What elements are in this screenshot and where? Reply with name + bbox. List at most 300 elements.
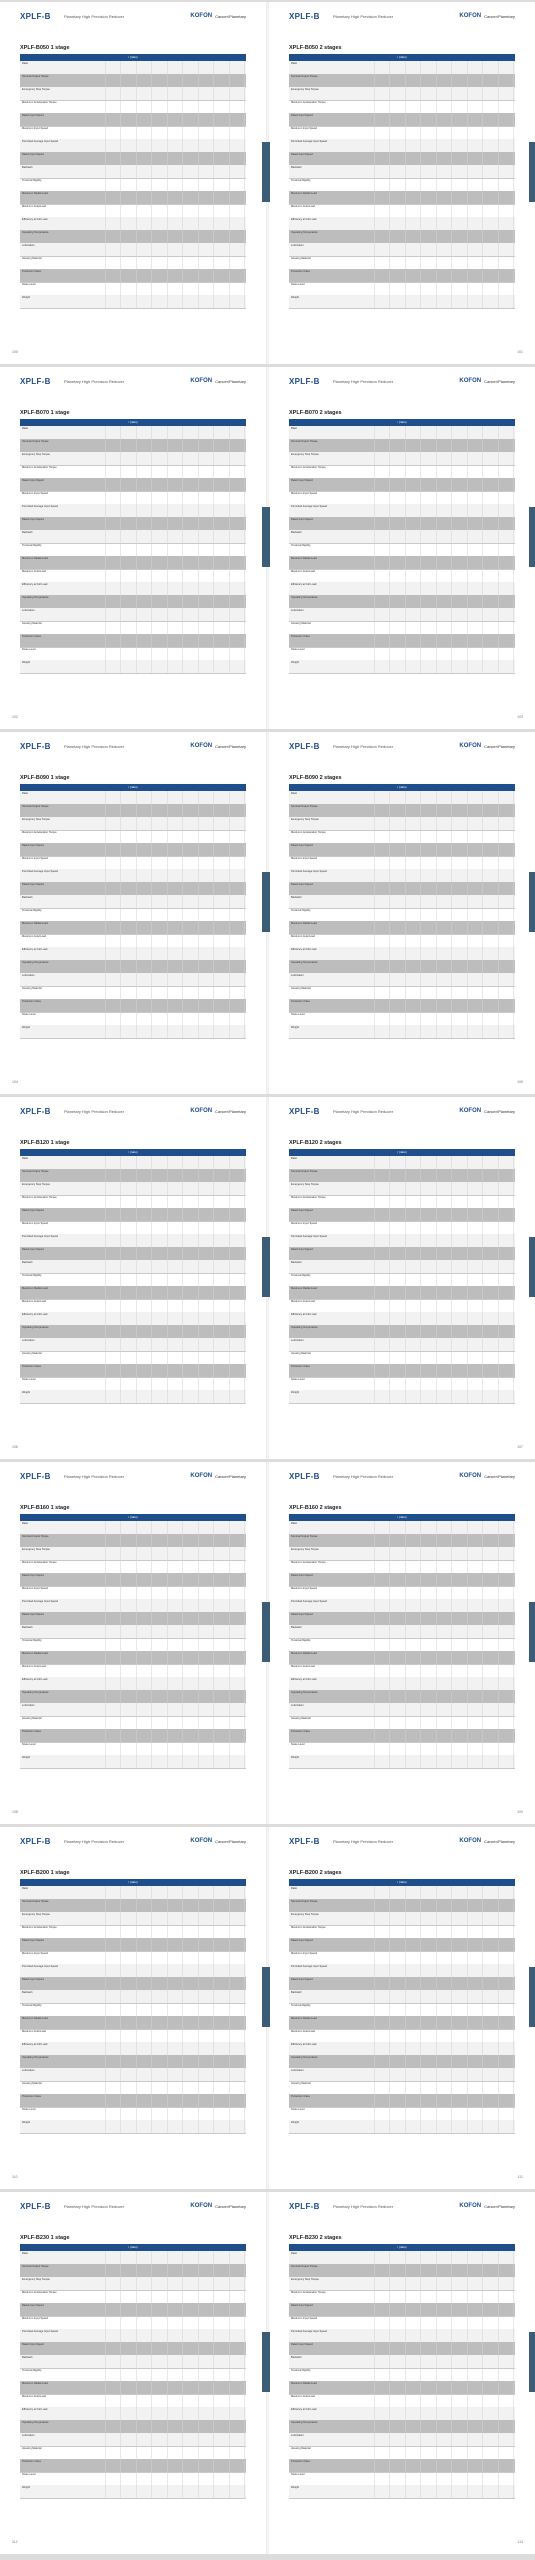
spec-row-label: Nominal Output Torque (291, 440, 318, 443)
brand-mark (190, 1108, 246, 1114)
spec-row-label: Efficiency at Full Load (22, 948, 48, 951)
spec-row (20, 2316, 246, 2330)
spec-row (20, 856, 246, 870)
spec-row-label: Nominal Output Torque (291, 1170, 318, 1173)
spec-row (289, 1690, 515, 1704)
spec-row-label: Maximum Axial Load (22, 2395, 46, 2398)
spec-row (289, 895, 515, 909)
page-header (281, 2202, 523, 2214)
spec-row (20, 1247, 246, 1261)
spec-row (20, 1534, 246, 1548)
spec-row-label: Maximum Axial Load (291, 2395, 315, 2398)
spec-table (289, 419, 515, 673)
spec-row (20, 921, 246, 935)
spec-row (20, 1703, 246, 1717)
spec-row-cells (90, 1260, 246, 1273)
spec-row-cells (90, 1977, 246, 1990)
spec-row (20, 1573, 246, 1587)
spec-row-label: Ratio (22, 1522, 29, 1525)
spec-row (20, 2472, 246, 2486)
spec-row (20, 986, 246, 1000)
spec-row-label: Backlash (22, 1626, 33, 1629)
page-number: 104 (12, 1080, 18, 1084)
spec-row-cells (90, 439, 246, 452)
spec-row (289, 295, 515, 309)
spec-row-label: Emergency Stop Torque (291, 818, 319, 821)
spec-row-cells (90, 1599, 246, 1612)
spec-row-cells (90, 256, 246, 269)
spec-row (289, 2042, 515, 2056)
spec-row-label: Efficiency at Full Load (291, 218, 317, 221)
spec-row-label: Torsional Rigidity (22, 2369, 42, 2372)
spec-row (289, 1899, 515, 1913)
spec-row-cells (90, 1925, 246, 1938)
spec-row-label: Permitted Average Input Speed (22, 140, 59, 143)
spec-row-label: Noise Level (291, 283, 305, 286)
brand-subtitle: Cancer/Planetary (484, 1838, 515, 1844)
spec-row-label: Rated Input Speed (22, 1209, 44, 1212)
spec-row-cells (359, 1390, 515, 1403)
spec-row-label: Rated Input Speed (291, 1248, 313, 1251)
spec-row (20, 1260, 246, 1274)
spec-row-label: Permitted Average Input Speed (291, 1235, 328, 1238)
spec-row-cells (90, 282, 246, 295)
spec-row-label: Maximum Acceleration Torque (291, 101, 326, 104)
spec-row-label: Torsional Rigidity (291, 179, 311, 182)
spec-row-cells (359, 2485, 515, 2498)
spec-row-cells (359, 1664, 515, 1677)
spec-row-label: Rated Input Speed (22, 2343, 44, 2346)
spec-row (20, 2029, 246, 2043)
spec-row-cells (359, 2042, 515, 2055)
product-logo: XPLF-B (289, 742, 320, 751)
spec-row (20, 1886, 246, 1900)
spec-row-label: Lubrication (291, 974, 304, 977)
spec-row (20, 569, 246, 583)
spec-row-label: Maximum Input Speed (291, 127, 317, 130)
spec-row-cells (90, 1234, 246, 1247)
spec-row-cells (359, 217, 515, 230)
spec-row-cells (90, 1208, 246, 1221)
page-number: 111 (517, 2175, 523, 2179)
section-title: XPLF-B200 2 stages (289, 1870, 342, 1876)
spec-row-cells (359, 465, 515, 478)
catalog-page-left (0, 367, 266, 729)
brand-name: KOFON (459, 1108, 482, 1114)
spec-row (20, 843, 246, 857)
brand-name: KOFON (190, 1473, 213, 1479)
product-logo: XPLF-B (20, 1837, 51, 1846)
spec-row-label: Efficiency at Full Load (22, 218, 48, 221)
spec-row-label: Operating Temperature (291, 961, 318, 964)
brand-name: KOFON (459, 378, 482, 384)
spec-row (20, 478, 246, 492)
page-number: 113 (517, 2540, 523, 2544)
spec-row-cells (90, 2029, 246, 2042)
spec-row-cells (90, 869, 246, 882)
spec-row-label: Rated Input Speed (291, 1613, 313, 1616)
spec-row-cells (90, 1312, 246, 1325)
spec-row (289, 921, 515, 935)
spec-row (20, 491, 246, 505)
spec-row-label: Lubrication (22, 974, 35, 977)
spec-row (289, 1716, 515, 1730)
spec-row-label: Emergency Stop Torque (22, 453, 50, 456)
catalog-page-right (269, 2192, 535, 2554)
spec-row-label: Maximum Input Speed (22, 492, 48, 495)
spec-row (289, 608, 515, 622)
spec-row-cells (359, 1377, 515, 1390)
spec-row-label: Maximum Axial Load (291, 935, 315, 938)
spec-row-label: Backlash (22, 166, 33, 169)
spec-row (289, 2433, 515, 2447)
spec-row-label: Weight (291, 1026, 300, 1029)
catalog-spread (0, 1827, 535, 2189)
spec-row-cells (359, 139, 515, 152)
page-header (281, 742, 523, 754)
spec-row-cells (90, 2303, 246, 2316)
spec-row-cells (90, 2329, 246, 2342)
spec-table-header: i (ratio) (289, 54, 515, 61)
spec-row (20, 61, 246, 75)
spec-row-cells (359, 1625, 515, 1638)
spec-row (20, 1599, 246, 1613)
spec-row (20, 1521, 246, 1535)
spec-row (289, 1755, 515, 1769)
spec-row-label: Maximum Axial Load (291, 1665, 315, 1668)
spec-row-cells (90, 1351, 246, 1364)
section-title: XPLF-B090 1 stage (20, 775, 70, 781)
spec-row (20, 2081, 246, 2095)
spec-row (289, 986, 515, 1000)
spec-row-label: Ratio (291, 1522, 298, 1525)
spec-row-label: Maximum Acceleration Torque (22, 466, 57, 469)
spec-row (20, 2251, 246, 2265)
spec-row-cells (359, 960, 515, 973)
spec-row (20, 452, 246, 466)
spec-table-header: i (ratio) (20, 1149, 246, 1156)
spec-row-cells (90, 856, 246, 869)
spec-row-cells (90, 491, 246, 504)
spec-row (20, 2342, 246, 2356)
section-tab (529, 142, 535, 202)
spec-row (289, 1169, 515, 1183)
spec-row-label: Maximum Radial Load (22, 192, 48, 195)
spec-row (289, 2055, 515, 2069)
spec-row-label: Lubrication (291, 1704, 304, 1707)
brand-subtitle: Cancer/Planetary (215, 2203, 246, 2209)
section-title: XPLF-B200 1 stage (20, 1870, 70, 1876)
spec-row-cells (90, 1664, 246, 1677)
spec-row (20, 999, 246, 1013)
catalog-spread (0, 367, 535, 729)
catalog-page-right (269, 732, 535, 1094)
spec-row-cells (90, 2381, 246, 2394)
spec-row-label: Emergency Stop Torque (291, 1548, 319, 1551)
spec-table-header: i (ratio) (20, 2244, 246, 2251)
spec-row (20, 882, 246, 896)
spec-row-cells (359, 1964, 515, 1977)
spec-row (20, 1547, 246, 1561)
spec-row-cells (90, 543, 246, 556)
brand-mark (190, 2203, 246, 2209)
spec-row-cells (90, 2433, 246, 2446)
spec-row-label: Operating Temperature (22, 596, 49, 599)
spec-row-cells (90, 1951, 246, 1964)
spec-row-label: Emergency Stop Torque (22, 1548, 50, 1551)
spec-row-label: Efficiency at Full Load (22, 583, 48, 586)
brand-mark (190, 743, 246, 749)
spec-row (289, 2446, 515, 2460)
spec-row-label: Maximum Radial Load (22, 2017, 48, 2020)
spec-row-label: Backlash (22, 531, 33, 534)
spec-row-label: Operating Temperature (22, 961, 49, 964)
spec-row-label: Rated Input Speed (22, 844, 44, 847)
spec-row-label: Torsional Rigidity (291, 2004, 311, 2007)
spec-row-cells (90, 295, 246, 308)
spec-row-cells (90, 1273, 246, 1286)
spec-row (20, 2264, 246, 2278)
spec-row (289, 2472, 515, 2486)
spec-row-label: Operating Temperature (291, 1691, 318, 1694)
brand-mark (190, 378, 246, 384)
page-header (12, 1107, 254, 1119)
spec-row-cells (359, 1651, 515, 1664)
spec-row (289, 87, 515, 101)
spec-row (289, 1664, 515, 1678)
spec-row-cells (359, 1599, 515, 1612)
product-logo: XPLF-B (20, 12, 51, 21)
spec-row-label: Emergency Stop Torque (22, 88, 50, 91)
spec-row-cells (90, 1677, 246, 1690)
spec-row-label: Rated Input Speed (291, 844, 313, 847)
spec-row-label: Nominal Output Torque (291, 75, 318, 78)
spec-row-label: Maximum Axial Load (22, 935, 46, 938)
brand-name: KOFON (190, 1838, 213, 1844)
spec-row-cells (90, 243, 246, 256)
spec-row-cells (359, 2394, 515, 2407)
spec-row (20, 1742, 246, 1756)
spec-row (20, 2420, 246, 2434)
section-tab (529, 507, 535, 567)
spec-row-label: Lubrication (291, 609, 304, 612)
spec-row (20, 1012, 246, 1026)
spec-row (289, 282, 515, 296)
product-logo: XPLF-B (289, 12, 320, 21)
page-number: 106 (12, 1445, 18, 1449)
spec-row-cells (359, 2329, 515, 2342)
spec-row (289, 908, 515, 922)
spec-row-label: Ratio (291, 62, 298, 65)
spec-table-header: i (ratio) (289, 419, 515, 426)
spec-row-cells (359, 1169, 515, 1182)
spec-row-cells (90, 1990, 246, 2003)
spec-row-label: Permitted Average Input Speed (22, 1965, 59, 1968)
spec-row-cells (90, 830, 246, 843)
spec-row-label: Ratio (22, 62, 29, 65)
spec-row-label: Maximum Axial Load (291, 1300, 315, 1303)
spec-row-label: Rated Input Speed (22, 2304, 44, 2307)
spec-row-cells (359, 230, 515, 243)
spec-row-label: Maximum Input Speed (291, 1587, 317, 1590)
spec-row-label: Rated Input Speed (291, 2343, 313, 2346)
spec-table (289, 1149, 515, 1403)
spec-row-cells (359, 2264, 515, 2277)
spec-row (289, 1951, 515, 1965)
spec-row-label: Protection Class (291, 1000, 310, 1003)
spec-row (20, 256, 246, 270)
spec-row-label: Housing Material (22, 2082, 42, 2085)
product-tagline: Planetary High Precision Reducer (64, 379, 125, 384)
spec-row-label: Rated Input Speed (22, 114, 44, 117)
catalog-page-left (0, 2192, 266, 2554)
spec-row-cells (359, 2251, 515, 2264)
spec-row-label: Permitted Average Input Speed (22, 505, 59, 508)
brand-mark (459, 1108, 515, 1114)
spec-row (20, 960, 246, 974)
spec-row-cells (359, 1260, 515, 1273)
spec-row-cells (359, 452, 515, 465)
spec-row-cells (359, 1977, 515, 1990)
spec-row (20, 426, 246, 440)
spec-row (289, 804, 515, 818)
spec-row-label: Housing Material (291, 257, 311, 260)
spec-row (289, 1182, 515, 1196)
spec-row-label: Rated Input Speed (22, 479, 44, 482)
spec-row-cells (359, 986, 515, 999)
spec-row-label: Maximum Acceleration Torque (291, 1926, 326, 1929)
spec-row (20, 2355, 246, 2369)
spec-row (289, 2355, 515, 2369)
section-title: XPLF-B070 2 stages (289, 410, 342, 416)
brand-mark (190, 13, 246, 19)
spec-row-label: Nominal Output Torque (22, 1900, 49, 1903)
brand-name: KOFON (190, 743, 213, 749)
spec-row-cells (90, 1886, 246, 1899)
catalog-spread (0, 2192, 535, 2554)
spec-row-cells (359, 1312, 515, 1325)
spec-row-cells (359, 947, 515, 960)
spec-row-cells (359, 908, 515, 921)
spec-row-label: Maximum Acceleration Torque (291, 1196, 326, 1199)
spec-row (289, 126, 515, 140)
section-tab (529, 872, 535, 932)
spec-row-cells (90, 1521, 246, 1534)
spec-table (289, 2244, 515, 2498)
spec-row-label: Maximum Input Speed (291, 492, 317, 495)
spec-row-cells (90, 1729, 246, 1742)
spec-row-cells (359, 191, 515, 204)
spec-row-cells (359, 2290, 515, 2303)
spec-row-label: Backlash (22, 896, 33, 899)
spec-row-label: Ratio (22, 427, 29, 430)
spec-row (20, 1364, 246, 1378)
spec-row (20, 1938, 246, 1952)
brand-mark (459, 13, 515, 19)
spec-row (20, 1025, 246, 1039)
section-title: XPLF-B160 1 stage (20, 1505, 70, 1511)
spec-row-label: Torsional Rigidity (291, 2369, 311, 2372)
spec-row-label: Maximum Axial Load (22, 2030, 46, 2033)
spec-row (20, 1664, 246, 1678)
product-tagline: Planetary High Precision Reducer (333, 1839, 394, 1844)
spec-row-label: Rated Input Speed (22, 518, 44, 521)
spec-row-cells (359, 165, 515, 178)
spec-row (20, 530, 246, 544)
spec-row-label: Torsional Rigidity (22, 1639, 42, 1642)
spec-row-label: Maximum Acceleration Torque (291, 466, 326, 469)
spec-row (289, 1964, 515, 1978)
spec-row (289, 439, 515, 453)
spec-row-cells (359, 1899, 515, 1912)
spec-row-label: Weight (291, 2121, 300, 2124)
spec-table-header: i (ratio) (289, 1514, 515, 1521)
spec-row-label: Weight (22, 1026, 31, 1029)
spec-row (20, 1912, 246, 1926)
spec-row (20, 2329, 246, 2343)
spec-row-cells (90, 791, 246, 804)
spec-row-cells (359, 1208, 515, 1221)
spec-row (289, 517, 515, 531)
spec-row-label: Efficiency at Full Load (22, 1313, 48, 1316)
spec-row-label: Maximum Input Speed (291, 1222, 317, 1225)
spec-row (289, 1312, 515, 1326)
spec-row-cells (359, 61, 515, 74)
spec-row-label: Noise Level (22, 2473, 36, 2476)
spec-row-cells (90, 2355, 246, 2368)
spec-row-cells (90, 2003, 246, 2016)
spec-row (20, 1312, 246, 1326)
spec-table (20, 419, 246, 673)
spec-row (20, 139, 246, 153)
product-logo: XPLF-B (289, 1472, 320, 1481)
spec-row-label: Protection Class (291, 270, 310, 273)
spec-row-cells (90, 2251, 246, 2264)
spec-row (289, 1156, 515, 1170)
spec-row-label: Maximum Acceleration Torque (291, 831, 326, 834)
spec-row-cells (90, 1286, 246, 1299)
spec-row (289, 1677, 515, 1691)
spec-row (289, 1195, 515, 1209)
section-title: XPLF-B230 1 stage (20, 2235, 70, 2241)
spec-row-label: Maximum Radial Load (22, 1287, 48, 1290)
spec-row-label: Lubrication (291, 2069, 304, 2072)
spec-row (289, 856, 515, 870)
spec-row-label: Noise Level (22, 1743, 36, 1746)
spec-row (289, 2016, 515, 2030)
catalog-spread (0, 732, 535, 1094)
spec-row (289, 1586, 515, 1600)
spec-row (289, 2381, 515, 2395)
spec-row-label: Operating Temperature (22, 1691, 49, 1694)
catalog-page-left (0, 732, 266, 1094)
spec-row-cells (90, 178, 246, 191)
page-number: 103 (517, 715, 523, 719)
spec-row-cells (90, 582, 246, 595)
spec-row (20, 126, 246, 140)
spec-row (20, 1156, 246, 1170)
spec-row-label: Maximum Axial Load (291, 570, 315, 573)
spec-row-label: Rated Input Speed (22, 153, 44, 156)
spec-row-label: Nominal Output Torque (291, 805, 318, 808)
spec-table (289, 54, 515, 308)
spec-row-label: Emergency Stop Torque (22, 1183, 50, 1186)
spec-row-cells (90, 1221, 246, 1234)
spec-row-label: Permitted Average Input Speed (22, 1600, 59, 1603)
section-tab (529, 1237, 535, 1297)
section-title: XPLF-B230 2 stages (289, 2235, 342, 2241)
spec-row-label: Rated Input Speed (291, 114, 313, 117)
